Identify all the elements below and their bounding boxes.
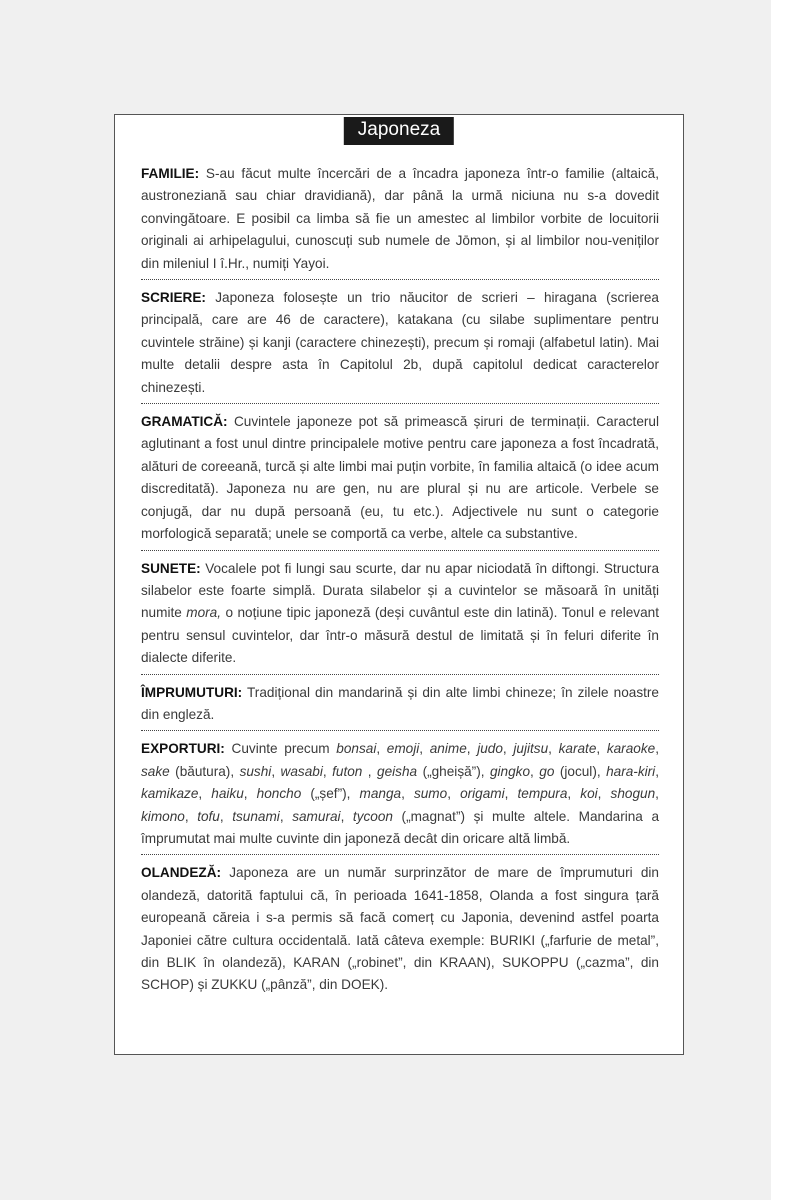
section-label: OLANDEZĂ: xyxy=(141,865,222,881)
section-exporturi xyxy=(141,736,659,855)
italic-term: tycoon xyxy=(352,808,393,824)
italic-term: koi xyxy=(580,786,598,802)
section-text: , xyxy=(198,786,212,802)
section-label: FAMILIE: xyxy=(141,166,200,181)
italic-term: go xyxy=(539,763,555,779)
italic-term: tempura xyxy=(517,786,568,802)
section-text: , xyxy=(504,786,518,802)
section-text: Vocalele pot fi lungi sau scurte, dar nu apar niciodată în diftongi. Structura silabelor este foarte simplă. Durata silabelor și a cuvintelor se măsoară în unități numite xyxy=(141,560,659,621)
section-olandeză xyxy=(141,860,659,1000)
italic-term: mora, xyxy=(186,605,222,621)
italic-term: futon xyxy=(332,763,363,779)
section-text: („gheișă”), xyxy=(417,763,490,779)
section-text: Cuvinte precum xyxy=(224,741,337,757)
section-text: (băutura), xyxy=(169,763,240,779)
section-text: , xyxy=(362,763,378,779)
section-text: , xyxy=(184,808,198,824)
italic-term: sumo xyxy=(413,786,448,802)
section-text: , xyxy=(447,786,461,802)
italic-term: karate xyxy=(558,741,597,757)
italic-term: kimono xyxy=(141,808,185,824)
section-text: , xyxy=(340,808,353,824)
section-text: , xyxy=(271,763,281,779)
section-label: SCRIERE: xyxy=(141,290,206,306)
italic-term: judo xyxy=(477,741,503,757)
italic-term: tofu xyxy=(197,808,220,824)
section-text: , xyxy=(567,786,581,802)
section-label: EXPORTURI: xyxy=(141,741,225,757)
italic-term: jujitsu xyxy=(513,741,549,757)
section-text: („șef”), xyxy=(301,786,360,802)
section-text: Cuvintele japoneze pot să primească șiruri de terminații. Caracterul aglutinant a fost unul dintre principalele motive pentru care japoneza a fost încadrată, alături de coreeană, turcă și alte limbi mai puțin vorbite, în familia altaică (o idee acum discreditată). Japoneza nu are gen, nu are plural și nu are articole. Verbele se conjugă, dar nu după persoană (eu, tu etc.). Adjectivele nu sunt o categorie morfologică separată; unele se comportă ca verbe, altele ca substantive. xyxy=(141,414,659,542)
section-text: , xyxy=(655,763,659,779)
section-text: , xyxy=(655,741,659,757)
italic-term: shogun xyxy=(610,786,656,802)
section-text: , xyxy=(597,786,611,802)
section-text: , xyxy=(502,741,514,757)
section-text: („magnat”) și multe altele. Mandarina a împrumutat mai multe cuvinte din japoneză decât din oricare altă limbă. xyxy=(141,808,659,846)
section-sunete xyxy=(141,556,659,675)
italic-term: haiku xyxy=(211,786,244,802)
section-împrumuturi xyxy=(141,680,659,732)
italic-term: sushi xyxy=(239,763,272,779)
box-content xyxy=(141,161,659,1006)
section-label: ÎMPRUMUTURI: xyxy=(141,684,243,700)
section-text: S-au făcut multe încercări de a încadra japoneza într-o familie (altaică, austroneziană sau chiar dravidiană), dar până la urmă niciuna nu s-a dovedit convingătoare. E posibil ca limba să fie un amestec al limbilor vorbite de locuitorii originali ai arhipelagului, cunoscuți sub numele de Jōmon, și al limbilor nou-veniților din mileniul I î.Hr., numiți Yayoi. xyxy=(141,166,659,271)
italic-term: origami xyxy=(460,786,505,802)
italic-term: anime xyxy=(429,741,467,757)
italic-term: karaoke xyxy=(606,741,656,757)
section-text: , xyxy=(376,741,387,757)
section-text: , xyxy=(219,808,233,824)
section-label: SUNETE: xyxy=(141,560,201,576)
section-text: Tradițional din mandarină și din alte limbi chineze; în zilele noastre din engleză. xyxy=(141,684,659,722)
italic-term: samurai xyxy=(292,808,341,824)
section-text: Japoneza are un număr surprinzător de mare de împrumuturi din olandeză, datorită faptului că, în perioada 1641-1858, Olanda a fost singura țară europeană căreia i s-a permis să facă comerț cu Japonia, devenind astfel poarta Japoniei către cultura occidentală. Iată câteva exemple: BURIKI („farfurie de metal”, din BLIK în olandeză), KARAN („robinet”, din KRAAN), SUKOPPU („cazma”, din SCHOP) și ZUKKU („pânză”, din DOEK). xyxy=(141,865,659,993)
italic-term: bonsai xyxy=(336,741,377,757)
section-text: , xyxy=(655,786,659,802)
italic-term: honcho xyxy=(256,786,302,802)
box-title: Japoneza xyxy=(344,117,454,145)
italic-term: wasabi xyxy=(280,763,323,779)
section-scriere xyxy=(141,285,659,404)
italic-term: emoji xyxy=(386,741,420,757)
section-text: (jocul), xyxy=(554,763,607,779)
italic-term: manga xyxy=(359,786,402,802)
section-label: GRAMATICĂ: xyxy=(141,414,228,430)
section-text: , xyxy=(530,763,540,779)
section-gramatică xyxy=(141,409,659,550)
section-text: , xyxy=(466,741,478,757)
italic-term: kamikaze xyxy=(141,786,199,802)
section-text: , xyxy=(322,763,333,779)
info-box xyxy=(114,114,684,1055)
section-familie xyxy=(141,161,659,280)
section-text: , xyxy=(596,741,607,757)
section-text: , xyxy=(279,808,293,824)
section-text: , xyxy=(401,786,414,802)
section-text: , xyxy=(548,741,559,757)
italic-term: gingko xyxy=(489,763,531,779)
italic-term: tsunami xyxy=(232,808,280,824)
italic-term: hara-kiri xyxy=(606,763,656,779)
section-text: o noțiune tipic japoneză (deși cuvântul este din latină). Tonul e relevant pentru sensul cuvintelor, dar într-o măsură destul de limitată și în feluri diferite în dialecte diferite. xyxy=(141,605,659,666)
italic-term: geisha xyxy=(377,763,418,779)
italic-term: sake xyxy=(141,763,170,779)
section-text: , xyxy=(419,741,430,757)
section-text: , xyxy=(243,786,257,802)
section-text: Japoneza folosește un trio năucitor de scrieri – hiragana (scrierea principală, care are 46 de caractere), katakana (cu silabe suplimentare pentru cuvintele străine) și kanji (caractere chinezești), precum și romaji (alfabetul latin). Mai multe detalii despre asta în Capitolul 2b, după capitolul dedicat caracterelor chinezești. xyxy=(141,290,659,395)
